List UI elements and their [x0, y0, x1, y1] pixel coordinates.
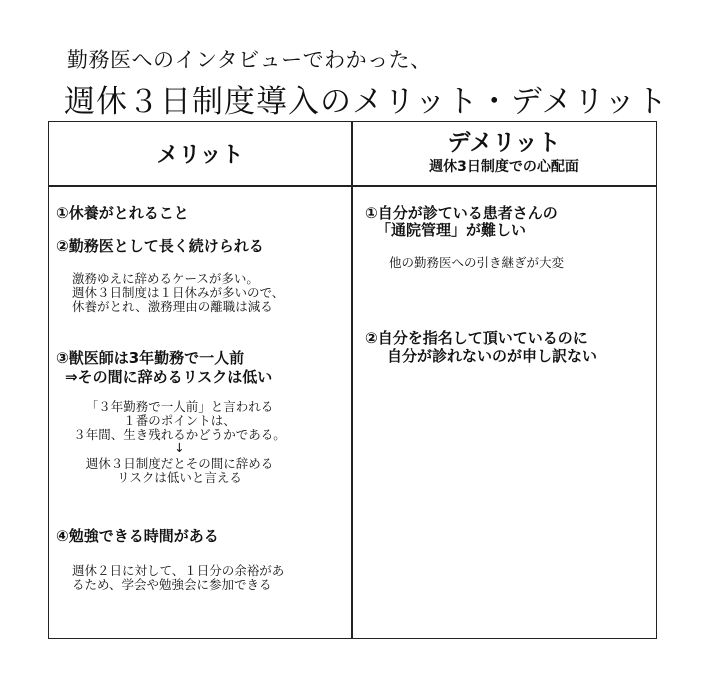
merit-item-3-note-line-2: １番のポイントは、 [123, 413, 236, 428]
merit-item-2-note-line-1: 激務ゆえに辞めるケースが多い。 [72, 271, 259, 286]
merit-item-2-title: ②勤務医として長く続けられる [56, 237, 264, 255]
demerit-item-2-title-line-1: ②自分を指名して頂いているのに [365, 329, 588, 347]
demerit-item-1-note: 他の勤務医への引き継ぎが大変 [389, 255, 565, 270]
merit-item-3-title-line-1: ③獣医師は3年勤務で一人前 [56, 349, 245, 367]
page-subtitle: 勤務医へのインタビューでわかった、 [67, 48, 432, 72]
merit-item-2-note-line-3: 休養がとれ、激務理由の離職は減る [72, 299, 273, 314]
merit-item-3-note-line-4: 週休３日制度だとその間に辞める [85, 456, 274, 471]
merit-item-3-note-line-1: 「３年勤務で一人前」と言われる [85, 399, 274, 414]
column-divider [351, 122, 353, 638]
demerit-item-2-title-line-2: 自分が診れないのが申し訳ない [387, 347, 598, 365]
demerit-header-subtitle: 週休3日制度での心配面 [429, 159, 579, 175]
demerit-column-header [352, 122, 656, 185]
merit-item-3-note-arrow: ↓ [174, 440, 185, 455]
demerit-item-1-title-line-2: 「通院管理」が難しい [376, 221, 527, 239]
page-title: 週休３日制度導入のメリット・デメリット [64, 84, 669, 120]
merit-item-3-title-line-2: ⇒その間に辞めるリスクは低い [65, 368, 273, 386]
merit-item-4-note-line-2: るため、学会や勉強会に参加できる [72, 577, 272, 592]
merit-item-3-note-line-3: ３年間、生き残れるかどうかである。 [73, 427, 286, 442]
merit-item-3-note-line-5: リスクは低いと言える [117, 470, 242, 485]
header-divider [49, 185, 656, 187]
demerit-header-title: デメリット [447, 130, 561, 156]
demerit-item-1-title-line-1: ①自分が診ている患者さんの [365, 204, 558, 222]
merit-column-header: メリット [156, 143, 244, 168]
merit-item-1-title: ①休養がとれること [56, 204, 189, 222]
merit-item-4-title: ④勉強できる時間がある [56, 527, 219, 545]
comparison-table [48, 121, 657, 639]
merit-item-4-note-line-1: 週休２日に対して、１日分の余裕があ [72, 563, 285, 578]
merit-item-2-note-line-2: 週休３日制度は１日休みが多いので、 [72, 285, 285, 300]
